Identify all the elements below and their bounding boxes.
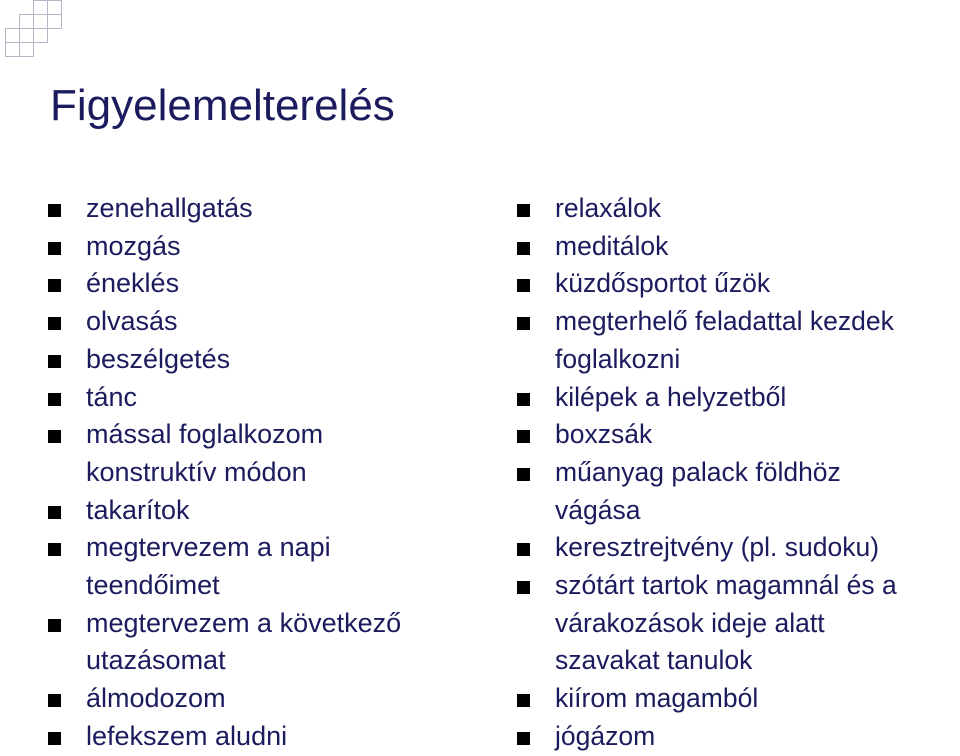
list-item-text: lefekszem aludni (86, 720, 288, 751)
list-item-text: relaxálok (555, 193, 662, 223)
list-item (48, 341, 478, 379)
list-item-text: megtervezem a napi teendőimet (86, 532, 331, 601)
list-item (48, 228, 478, 266)
square-bullet-icon (48, 619, 61, 632)
list-item (48, 190, 478, 228)
right-bullet-list (517, 190, 960, 756)
square-bullet-icon (517, 204, 530, 217)
list-item (517, 567, 960, 680)
list-item-text: olvasás (86, 306, 178, 337)
square-bullet-icon (48, 694, 61, 707)
square-bullet-icon (48, 393, 61, 406)
square-bullet-icon (517, 279, 530, 292)
square-bullet-icon (517, 468, 530, 481)
list-item-text: éneklés (86, 268, 180, 299)
list-item (517, 228, 960, 266)
square-bullet-icon (517, 581, 530, 594)
list-item-text: küzdősportot űzök (555, 268, 771, 299)
list-item (517, 303, 960, 378)
list-item (517, 416, 960, 454)
list-item (517, 718, 960, 756)
list-item-text: jógázom (555, 720, 656, 751)
list-item-text: tánc (86, 381, 138, 412)
list-item (517, 265, 960, 303)
list-item (48, 605, 478, 680)
square-bullet-icon (517, 732, 530, 745)
list-item (48, 718, 478, 756)
list-item-text: kiírom magamból (555, 683, 759, 714)
list-item-text: mozgás (86, 230, 181, 261)
square-bullet-icon (517, 317, 530, 330)
list-item-text: boxzsák (555, 419, 653, 450)
square-bullet-icon (48, 543, 61, 556)
list-item-text: meditálok (555, 230, 669, 261)
square-bullet-icon (517, 694, 530, 707)
list-item-text: álmodozom (86, 683, 226, 714)
list-item (48, 529, 478, 604)
square-bullet-icon (517, 543, 530, 556)
left-bullet-list (48, 190, 478, 756)
list-item (48, 416, 478, 491)
square-bullet-icon (48, 242, 61, 255)
list-item-text: megtervezem a következő utazásomat (86, 607, 402, 676)
square-bullet-icon (517, 393, 530, 406)
list-item (517, 379, 960, 417)
square-bullet-icon (517, 430, 530, 443)
list-item-text: beszélgetés (86, 343, 231, 374)
list-item-text: mással foglalkozom konstruktív módon (86, 419, 324, 487)
square-bullet-icon (48, 430, 61, 443)
square-bullet-icon (48, 279, 61, 292)
list-item-text: keresztrejtvény (pl. sudoku) (555, 532, 880, 563)
square-bullet-icon (48, 355, 61, 368)
list-item-text: kilépek a helyzetből (555, 381, 787, 412)
list-item (517, 529, 960, 567)
square-bullet-icon (48, 506, 61, 519)
square-bullet-icon (48, 732, 61, 745)
list-item (48, 680, 478, 718)
list-item (48, 492, 478, 530)
list-item (517, 190, 960, 228)
list-item-text: megterhelő feladattal kezdek foglalkozni (555, 306, 894, 374)
square-bullet-icon (48, 204, 61, 217)
decorative-grid-pattern (0, 0, 70, 60)
list-item-text: szótárt tartok magamnál és a várakozások ideje alatt szavakat tanulok (555, 570, 897, 676)
square-bullet-icon (48, 317, 61, 330)
list-item (48, 303, 478, 341)
list-item (48, 265, 478, 303)
list-item-text: műanyag palack földhöz vágása (555, 456, 841, 525)
list-item-text: takarítok (86, 494, 190, 525)
slide-title: Figyelemelterelés (50, 81, 395, 130)
square-bullet-icon (517, 242, 530, 255)
list-item (517, 680, 960, 718)
list-item (517, 454, 960, 529)
list-item-text: zenehallgatás (86, 193, 253, 223)
list-item (48, 379, 478, 417)
